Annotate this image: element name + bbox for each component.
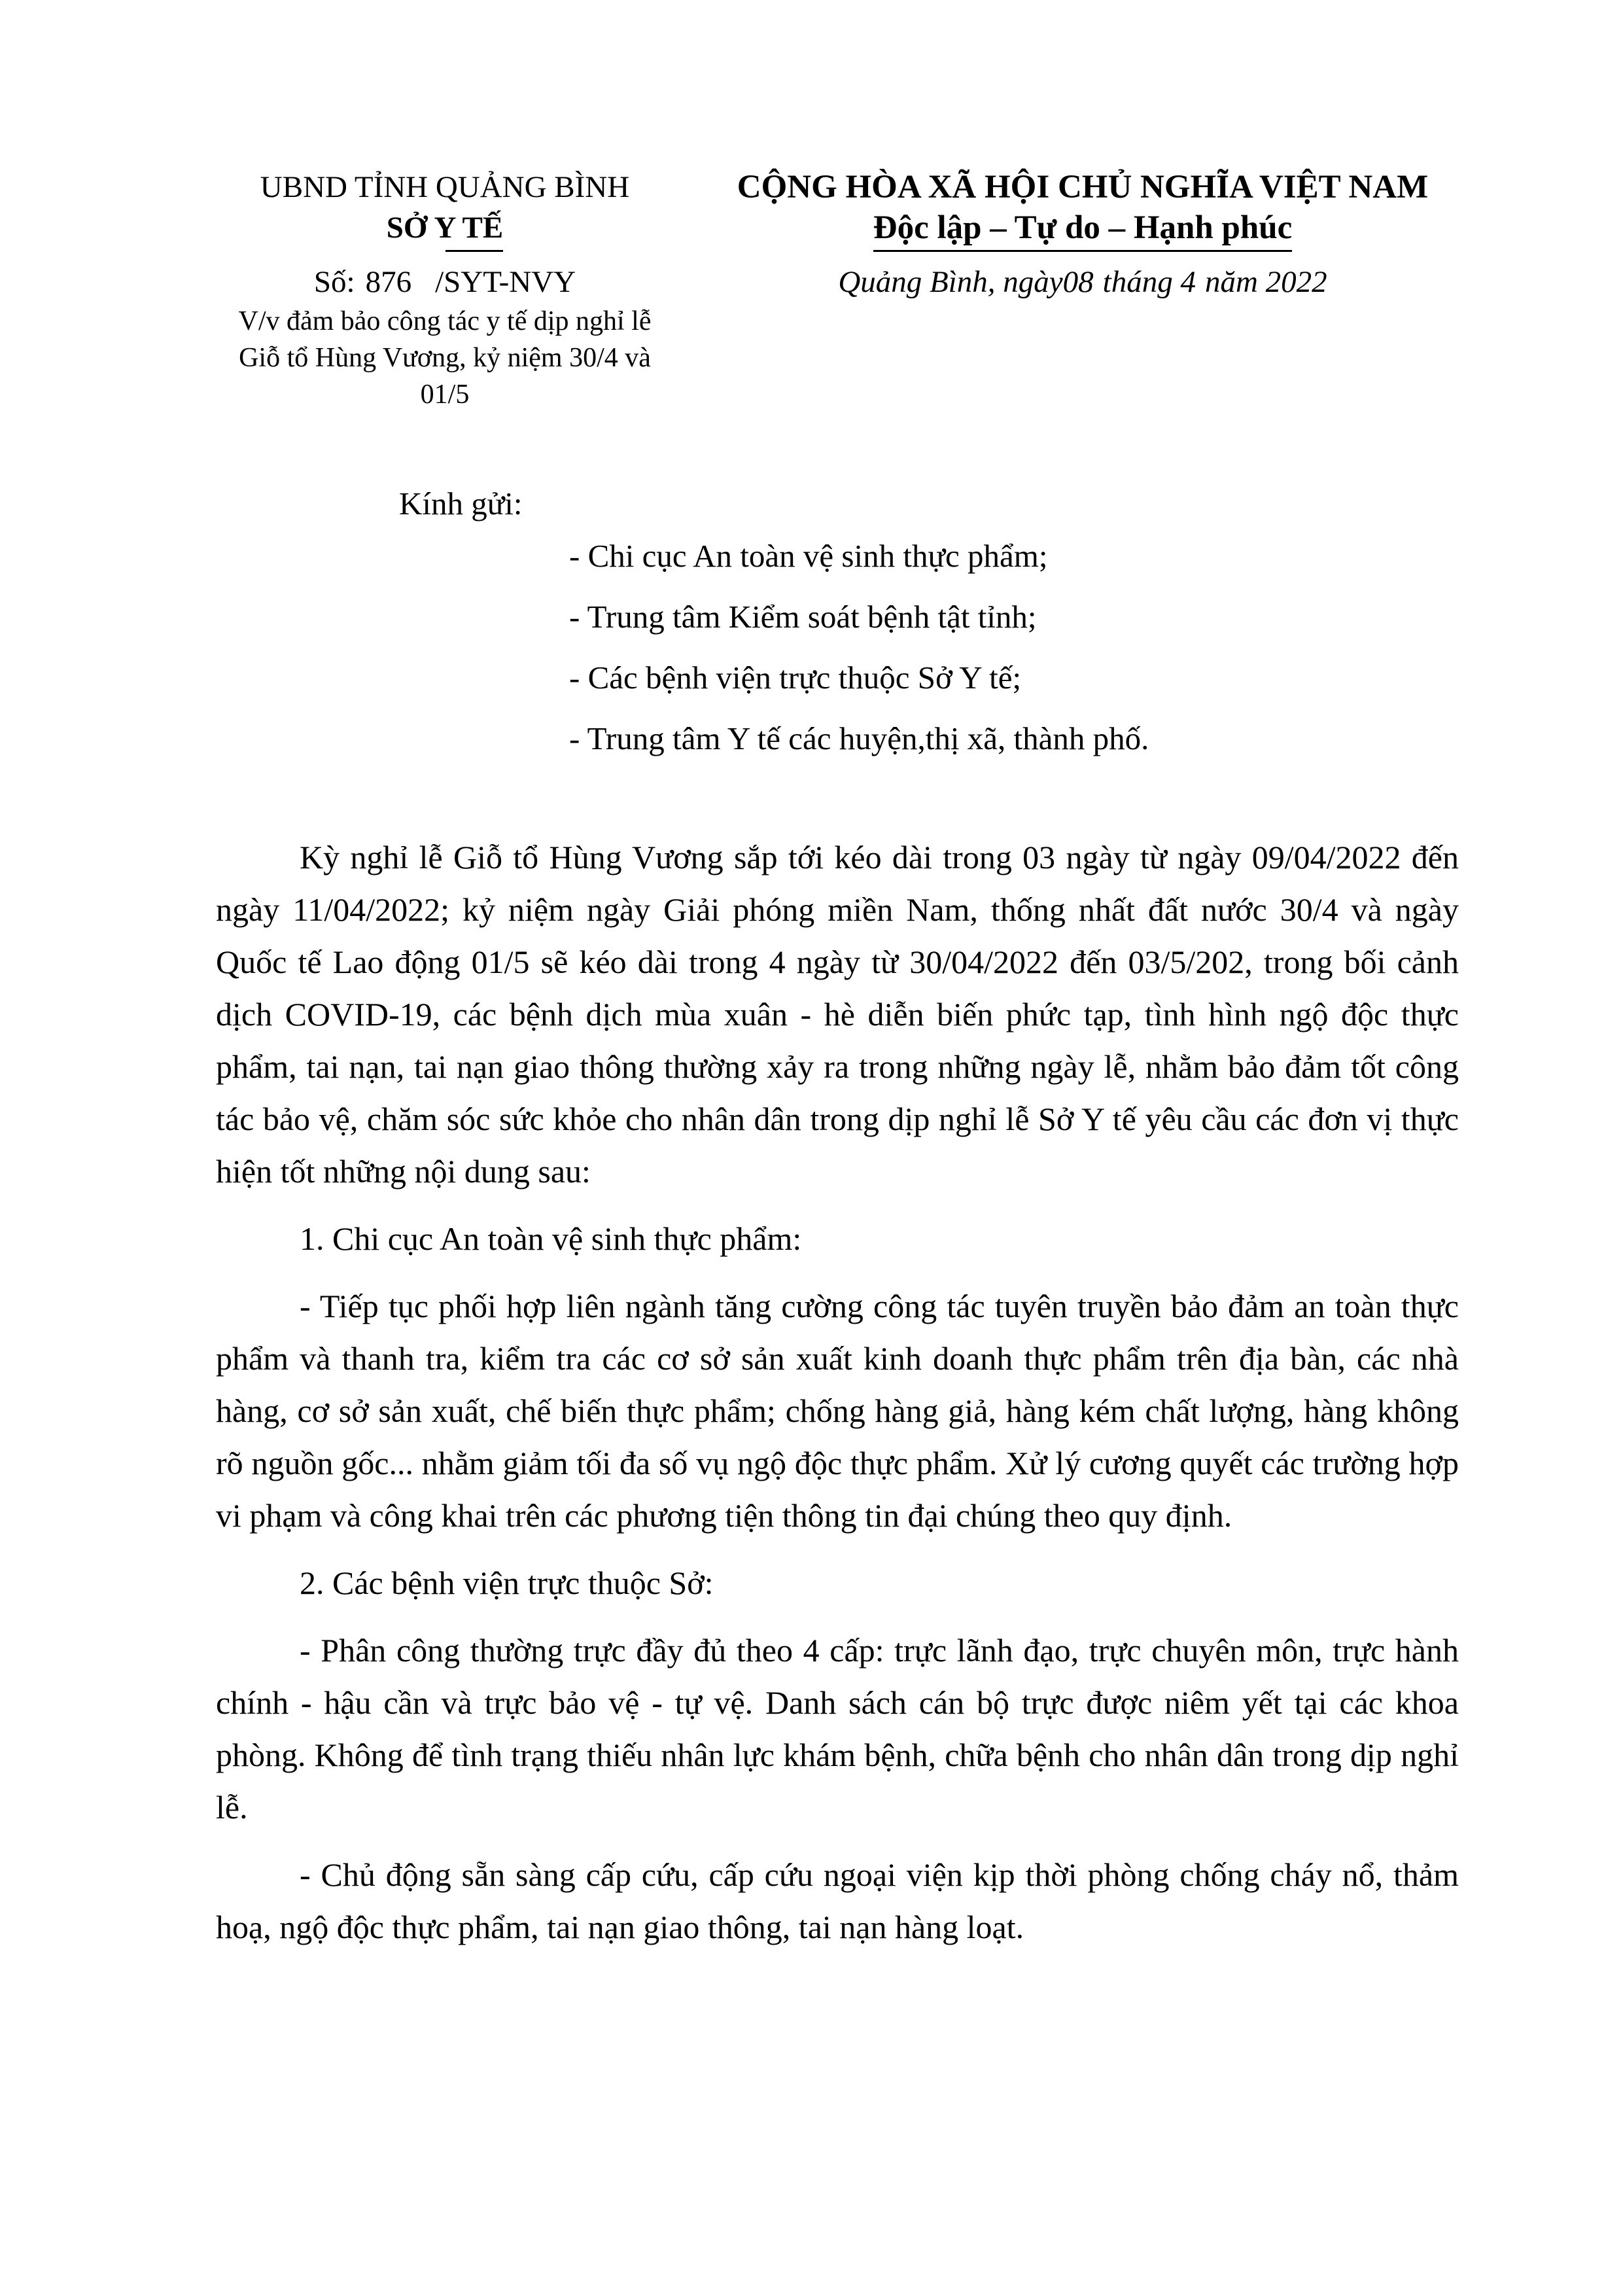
recipients-list: [569, 537, 1498, 780]
parent-organization: UBND TỈNH QUẢNG BÌNH: [260, 170, 630, 204]
national-motto: [873, 207, 1292, 248]
issuer-block: [216, 167, 674, 413]
recipient-item: - Các bệnh viện trực thuộc Sở Y tế;: [569, 660, 1022, 696]
motto-underline: [873, 250, 1292, 252]
date-month: 4: [1180, 265, 1196, 299]
year-label: năm 2022: [1204, 265, 1327, 299]
section-1-paragraph: - Tiếp tục phối hợp liên ngành tăng cường công tác tuyên truyền bảo đảm an toàn thực phẩm và thanh tra, kiểm tra các cơ sở sản xuất kinh doanh thực phẩm trên địa bàn, các nhà hàng, cơ sở sản xuất, chế biến thực phẩm; chống hàng giả, hàng kém chất lượng, hàng không rõ nguồn gốc... nhằm giảm tối đa số vụ ngộ độc thực phẩm. Xử lý cương quyết các trường hợp vi phạm và công khai trên các phương tiện thông tin đại chúng theo quy định.: [216, 1288, 1459, 1534]
national-header: [667, 167, 1498, 302]
section-2-paragraph-1: - Phân công thường trực đầy đủ theo 4 cấp: trực lãnh đạo, trực chuyên môn, trực hành chính - hậu cần và trực bảo vệ - tự vệ. Danh sách cán bộ trực được niêm yết tại các khoa phòng. Không để tình trạng thiếu nhân lực khám bệnh, chữa bệnh cho nhân dân trong dịp nghỉ lễ.: [216, 1632, 1459, 1826]
document-number-prefix: Số:: [313, 265, 355, 299]
recipients-label: Kính gửi:: [399, 486, 523, 521]
national-motto-text: Độc lập – Tự do – Hạnh phúc: [873, 209, 1293, 246]
organization-name-text: SỞ Y TẾ: [386, 211, 504, 245]
section-2-heading: 2. Các bệnh viện trực thuộc Sở:: [300, 1564, 714, 1601]
month-label: tháng: [1102, 265, 1173, 299]
place-and-date: [667, 262, 1498, 302]
document-body: [216, 831, 1459, 1968]
section-2-paragraph-2: - Chủ động sẵn sàng cấp cứu, cấp cứu ngoại viện kịp thời phòng chống cháy nổ, thảm hoạ, ngộ độc thực phẩm, tai nạn giao thông, tai nạn hàng loạt.: [216, 1856, 1459, 1945]
intro-paragraph: Kỳ nghỉ lễ Giỗ tổ Hùng Vương sắp tới kéo dài trong 03 ngày từ ngày 09/04/2022 đến ngày 11/04/2022; kỷ niệm ngày Giải phóng miền Nam, thống nhất đất nước 30/4 và ngày Quốc tế Lao động 01/5 sẽ kéo dài trong 4 ngày từ 30/04/2022 đến 03/5/202, trong bối cảnh dịch COVID-19, các bệnh dịch mùa xuân - hè diễn biến phức tạp, tình hình ngộ độc thực phẩm, tai nạn, tai nạn giao thông thường xảy ra trong những ngày lễ, nhằm bảo đảm tốt công tác bảo vệ, chăm sóc sức khỏe cho nhân dân trong dịp nghỉ lễ Sở Y tế yêu cầu các đơn vị thực hiện tốt những nội dung sau:: [216, 839, 1459, 1190]
nation-title: CỘNG HÒA XÃ HỘI CHỦ NGHĨA VIỆT NAM: [737, 169, 1429, 205]
organization-underline: [445, 250, 504, 252]
recipient-item: - Chi cục An toàn vệ sinh thực phẩm;: [569, 538, 1048, 574]
recipient-item: - Trung tâm Y tế các huyện,thị xã, thành phố.: [569, 720, 1149, 756]
recipient-item: - Trung tâm Kiểm soát bệnh tật tỉnh;: [569, 599, 1037, 635]
section-1-heading: 1. Chi cục An toàn vệ sinh thực phẩm:: [300, 1220, 802, 1257]
document-number-suffix: /SYT-NVY: [435, 265, 576, 299]
document-number: [216, 262, 674, 302]
date-day: 08: [1062, 265, 1094, 299]
organization-name: [387, 207, 504, 248]
place-date-prefix: Quảng Bình, ngày: [838, 265, 1063, 299]
document-subject: V/v đảm bảo công tác y tế dịp nghỉ lễ Giỗ tổ Hùng Vương, kỷ niệm 30/4 và 01/5: [238, 306, 652, 410]
document-number-value: 876: [365, 265, 412, 299]
